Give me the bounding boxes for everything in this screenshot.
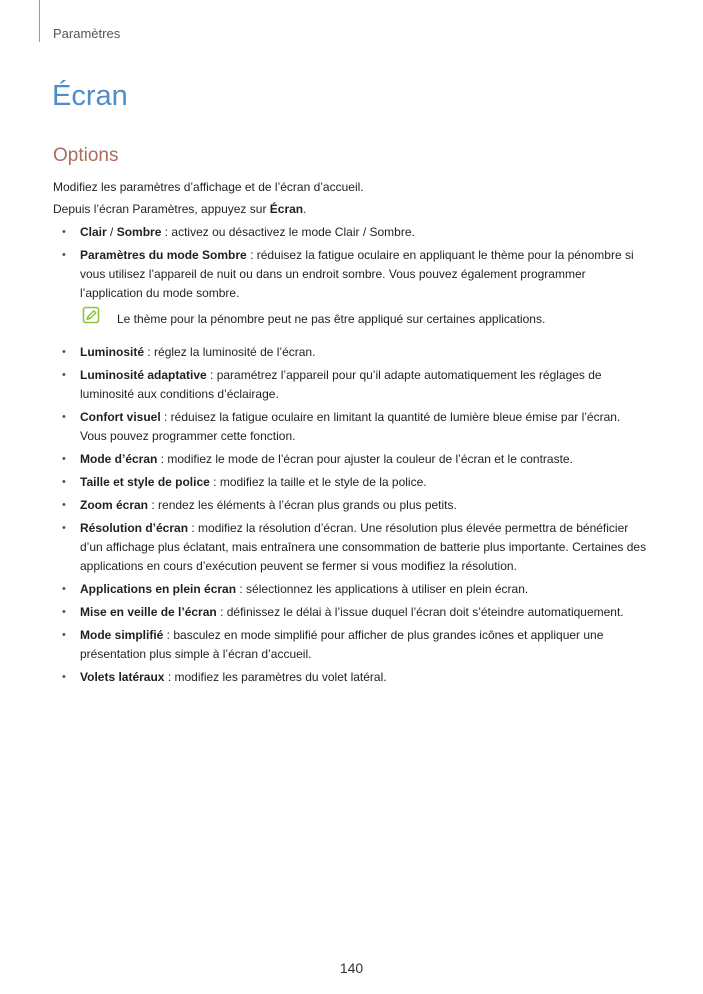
bullet: • bbox=[62, 249, 66, 261]
list-item: • Paramètres du mode Sombre : réduisez la fatigue oculaire en appliquant le thème pour la pénombre si vous utilisez l’appareil de nuit ou dans un endroit sombre. Vous pouvez également programmer l’application du mode sombre. bbox=[62, 248, 634, 300]
list-item: • Volets latéraux : modifiez les paramètres du volet latéral. bbox=[53, 668, 648, 687]
options-list bbox=[53, 223, 648, 303]
list-item: • Mise en veille de l’écran : définissez le délai à l’issue duquel l’écran doit s’éteindre automatiquement. bbox=[53, 603, 648, 622]
bullet: • bbox=[62, 583, 66, 595]
intro-line-1: Modifiez les paramètres d’affichage et de l’écran d’accueil. bbox=[53, 180, 364, 194]
options-list-continued bbox=[53, 343, 648, 687]
note-box bbox=[53, 309, 648, 331]
section-title: Options bbox=[53, 145, 119, 166]
intro-bold-term: Écran bbox=[269, 202, 304, 216]
header-divider bbox=[39, 0, 40, 42]
list-item: • Confort visuel : réduisez la fatigue oculaire en limitant la quantité de lumière bleue émise par l’écran. Vous pouvez programmer cette fonction. bbox=[62, 410, 621, 443]
bullet: • bbox=[62, 671, 66, 683]
list-item: • Luminosité adaptative : paramétrez l’appareil pour qu’il adapte automatiquement les réglages de luminosité aux conditions d’éclairage. bbox=[62, 368, 602, 401]
list-item: • Taille et style de police : modifiez la taille et le style de la police. bbox=[53, 473, 648, 492]
running-header: Paramètres bbox=[53, 26, 121, 41]
page-number: 140 bbox=[339, 960, 364, 976]
bullet: • bbox=[62, 629, 66, 641]
bullet: • bbox=[62, 346, 66, 358]
intro-line-2: Depuis l’écran Paramètres, appuyez sur Écran. bbox=[53, 202, 307, 216]
bullet: • bbox=[62, 411, 66, 423]
bullet: • bbox=[62, 453, 66, 465]
list-item: • Clair / Sombre : activez ou désactivez le mode Clair / Sombre. bbox=[53, 223, 648, 242]
list-item: • Zoom écran : rendez les éléments à l’écran plus grands ou plus petits. bbox=[53, 496, 648, 515]
content bbox=[53, 178, 648, 691]
list-item: • Applications en plein écran : sélectionnez les applications à utiliser en plein écran. bbox=[53, 580, 648, 599]
list-item: • Luminosité : réglez la luminosité de l’écran. bbox=[53, 343, 648, 362]
list-item: • Mode d’écran : modifiez le mode de l’écran pour ajuster la couleur de l’écran et le contraste. bbox=[53, 450, 648, 469]
bullet: • bbox=[62, 606, 66, 618]
bullet: • bbox=[62, 226, 66, 238]
note-pencil-icon bbox=[82, 306, 100, 324]
note-text: Le thème pour la pénombre peut ne pas être appliqué sur certaines applications. bbox=[117, 312, 546, 326]
bullet: • bbox=[62, 369, 66, 381]
bullet: • bbox=[62, 499, 66, 511]
bullet: • bbox=[62, 476, 66, 488]
list-item: • Résolution d’écran : modifiez la résolution d’écran. Une résolution plus élevée permettra de bénéficier d’un affichage plus éclatant, mais entraînera une consommation de batterie plus importante. Certaines des applications en cours d’exécution peuvent se fermer si vous modifiez la résolution. bbox=[62, 521, 647, 573]
page-title: Écran bbox=[52, 80, 128, 112]
bullet: • bbox=[62, 522, 66, 534]
list-item: • Mode simplifié : basculez en mode simplifié pour afficher de plus grandes icônes et appliquer une présentation plus simple à l’écran d’accueil. bbox=[62, 628, 604, 661]
